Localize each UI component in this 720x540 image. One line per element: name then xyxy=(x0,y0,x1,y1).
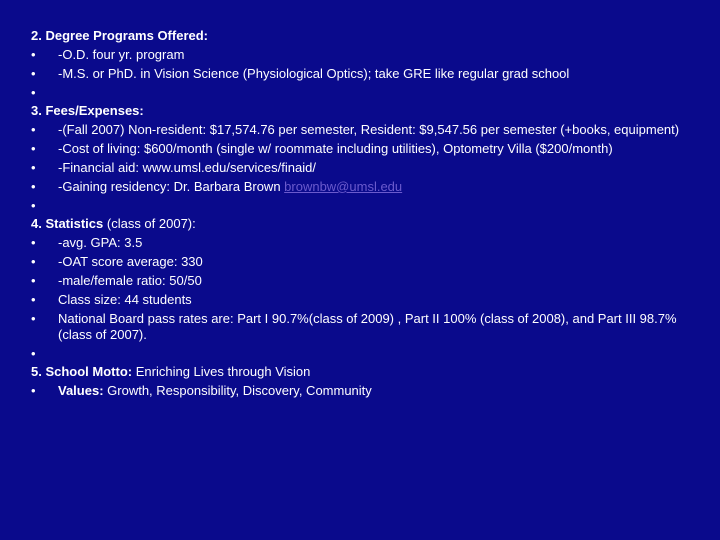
list-item: • -M.S. or PhD. in Vision Science (Physiological Optics); take GRE like regular grad school xyxy=(31,65,570,81)
bullet-icon: • xyxy=(31,159,36,175)
slide-content xyxy=(31,26,691,400)
bullet-icon: • xyxy=(31,235,36,251)
list-item: • -O.D. four yr. program xyxy=(31,46,185,62)
bullet-icon: • xyxy=(31,178,36,194)
list-item-empty xyxy=(31,198,691,215)
bullet-icon: • xyxy=(31,140,36,156)
bullet-icon: • xyxy=(31,65,36,81)
residency-text: -Gaining residency: Dr. Barbara Brown xyxy=(58,178,285,194)
section-5-heading: 5. School Motto: Enriching Lives through Vision xyxy=(31,364,311,380)
bullet-icon: • xyxy=(31,383,36,399)
section-4-heading: 4. Statistics (class of 2007): xyxy=(31,216,196,232)
list-item: • -male/female ratio: 50/50 xyxy=(31,272,202,288)
list-item xyxy=(31,383,691,400)
list-item: • National Board pass rates are: Part I 90.7%(class of 2009) , Part II 100% (class of 2008), and Part III 98.7% (class of 2007). xyxy=(31,310,677,343)
residency-email-link[interactable]: brownbw@umsl.edu xyxy=(284,178,403,194)
list-item: • -Financial aid: www.umsl.edu/services/finaid/ xyxy=(31,159,316,175)
bullet-icon: • xyxy=(31,197,36,213)
list-item: • Class size: 44 students xyxy=(31,291,192,307)
bullet-icon: • xyxy=(31,122,36,138)
values-label: Values: xyxy=(58,383,104,399)
section-3-heading: 3. Fees/Expenses: xyxy=(31,103,144,119)
list-item: • -(Fall 2007) Non-resident: $17,574.76 per semester, Resident: $9,547.56 per semester (+books, equipment) xyxy=(31,122,680,138)
bullet-icon: • xyxy=(31,345,36,361)
values-text: Growth, Responsibility, Discovery, Community xyxy=(103,383,372,399)
list-item xyxy=(31,179,691,196)
bullet-icon: • xyxy=(31,84,36,100)
list-item-empty xyxy=(31,85,691,102)
list-item: • -Cost of living: $600/month (single w/ roommate including utilities), Optometry Villa ($200/month) xyxy=(31,140,613,156)
section-2-heading: 2. Degree Programs Offered: xyxy=(31,28,209,43)
bullet-icon: • xyxy=(31,310,36,326)
bullet-icon: • xyxy=(31,253,36,269)
list-item: • -avg. GPA: 3.5 xyxy=(31,235,143,251)
bullet-icon: • xyxy=(31,272,36,288)
bullet-icon: • xyxy=(31,291,36,307)
bullet-icon: • xyxy=(31,46,36,62)
list-item: • -OAT score average: 330 xyxy=(31,253,203,269)
list-item-empty xyxy=(31,346,691,363)
